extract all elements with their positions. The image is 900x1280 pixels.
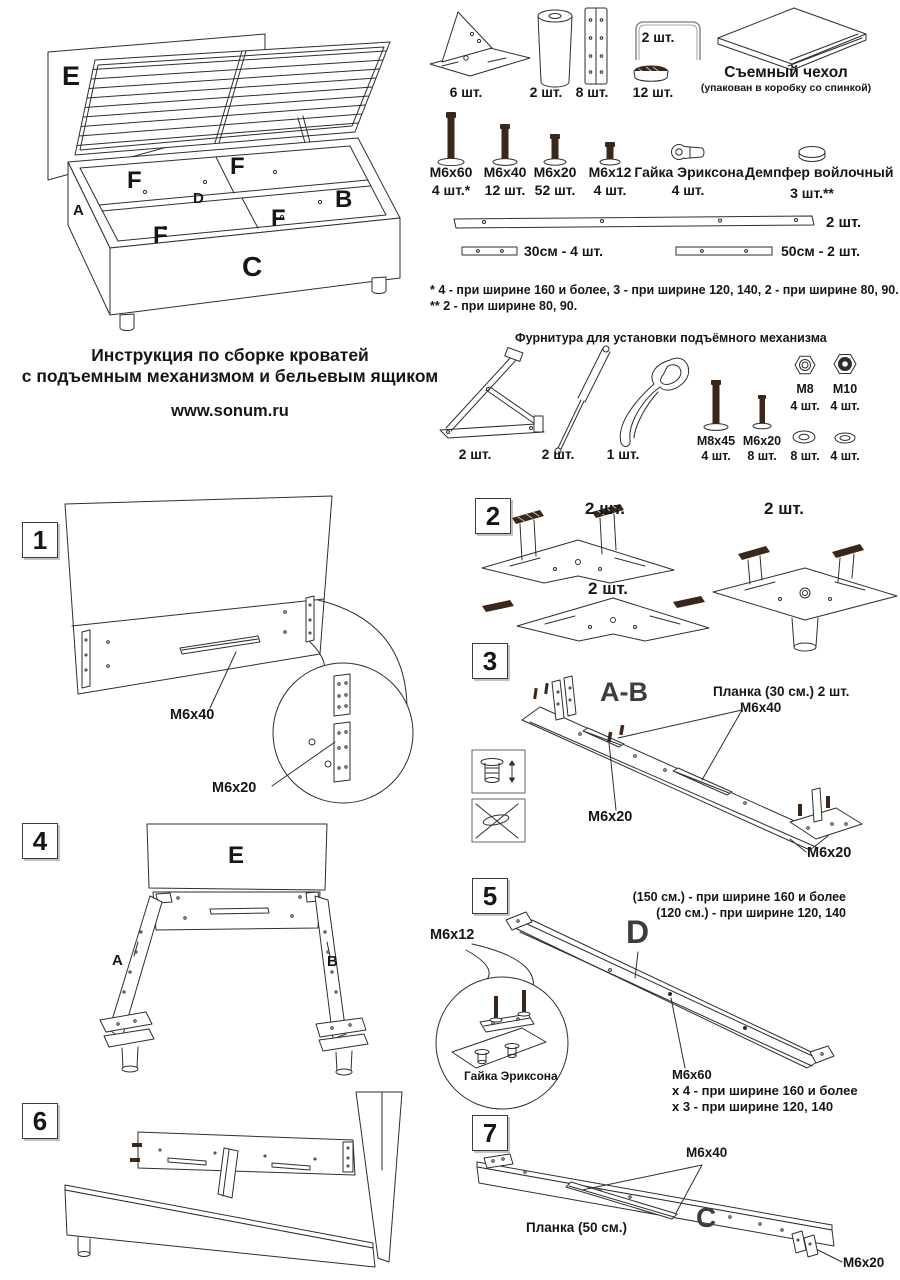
cover-title: Съемный чехол <box>724 64 848 81</box>
step-7-number: 7 <box>472 1115 508 1151</box>
overview-label-d: D <box>193 190 204 207</box>
screw-m6x20b-icon <box>750 393 774 433</box>
step-2-illustration <box>460 490 900 655</box>
step-5-width120-note: (120 см.) - при ширине 120, 140 <box>656 906 846 920</box>
pad-icon <box>630 60 672 86</box>
step-2-qty-left: 2 шт. <box>585 499 625 518</box>
step-2-number: 2 <box>475 498 511 534</box>
step-7-planka-label: Планка (50 см.) <box>526 1220 627 1235</box>
step-5-x4-note: х 4 - при ширине 160 и более <box>672 1083 858 1098</box>
step-5-width160-note: (150 см.) - при ширине 160 и более <box>632 890 846 904</box>
step-6 <box>10 1090 455 1280</box>
step-4-e-label: E <box>228 842 245 869</box>
overview-label-b: B <box>335 186 353 213</box>
step-5 <box>430 870 900 1125</box>
m6x20b-label: М6х20 <box>742 434 782 448</box>
step-3-planka-label: Планка (30 см.) 2 шт. <box>713 684 850 699</box>
gas-strut-icon <box>544 342 616 462</box>
step-7-illustration <box>430 1110 900 1280</box>
nut-m10-icon <box>830 352 860 378</box>
pad-qty: 12 шт. <box>632 84 674 100</box>
slat-30-label: 30см - 4 шт. <box>524 243 604 259</box>
step-6-number: 6 <box>22 1103 58 1139</box>
nut-m8-icon <box>792 354 818 378</box>
m8x45-label: М8х45 <box>696 434 736 448</box>
damper-icon <box>794 142 830 166</box>
step-5-number: 5 <box>472 878 508 914</box>
step-1 <box>10 490 455 825</box>
width-note-1: * 4 - при ширине 160 и более, 3 - при ширине 120, 140, 2 - при ширине 80, 90. <box>430 283 899 297</box>
step-4-b-label: B <box>327 953 338 970</box>
step-2-qty-mid: 2 шт. <box>588 579 628 598</box>
fastener-label-m6x60: М6х60 <box>429 164 473 180</box>
step-6-illustration <box>10 1090 455 1280</box>
title-block <box>20 340 440 430</box>
lift-mechanism-icon <box>436 346 554 444</box>
step-7 <box>430 1110 900 1280</box>
u-bracket-qty: 2 шт. <box>641 29 675 45</box>
lift-kit <box>430 330 900 480</box>
slat-50-icon <box>674 243 776 259</box>
width-note-2: ** 2 - при ширине 80, 90. <box>430 299 578 313</box>
strap-icon <box>608 352 690 454</box>
washer-m8-icon <box>790 428 818 446</box>
corner-bracket-icon <box>428 6 533 84</box>
overview-label-c: C <box>242 251 263 282</box>
overview-label-e: E <box>62 61 81 91</box>
step-1-m6x40-label: М6х40 <box>170 707 215 723</box>
overview-label-f1: F <box>127 167 142 194</box>
leg-icon <box>528 4 583 96</box>
step-4-a-label: A <box>112 952 123 969</box>
step-1-illustration <box>10 490 455 825</box>
fastener-label-erikson: Гайка Эриксона <box>634 164 744 180</box>
step-1-number: 1 <box>22 522 58 558</box>
screw-m6x40-icon <box>483 122 527 168</box>
slat-long-icon <box>452 214 818 232</box>
mech-qty: 2 шт. <box>458 446 492 462</box>
step-4 <box>10 810 455 1095</box>
step-3-m6x20-right-label: М6х20 <box>807 845 852 861</box>
doc-title-line2: с подъемным механизмом и бельевым ящиком <box>21 366 439 386</box>
step-3-m6x20-left-label: М6х20 <box>588 809 633 825</box>
step-5-erikson-label: Гайка Эриксона <box>464 1069 558 1083</box>
step-2-qty-right: 2 шт. <box>764 499 804 518</box>
step-3-m6x40-label: М6х40 <box>740 700 782 715</box>
lift-kit-title: Фурнитура для установки подъёмного механизма <box>515 331 827 345</box>
fastener-qty-m6x12: 4 шт. <box>593 182 627 198</box>
fastener-qty-damper: 3 шт.** <box>790 185 834 201</box>
slat-long-qty: 2 шт. <box>826 214 862 231</box>
step-5-m6x60-label: М6х60 <box>672 1067 712 1082</box>
step-5-x3-note: х 3 - при ширине 120, 140 <box>672 1099 834 1114</box>
step-3-ab-label: A-B <box>600 677 648 707</box>
step-2 <box>460 490 900 655</box>
washer8-qty: 8 шт. <box>790 449 820 463</box>
screw-m6x20-icon <box>533 132 577 168</box>
fastener-qty-m6x20: 52 шт. <box>534 182 576 198</box>
corner-bracket-qty: 6 шт. <box>449 84 483 100</box>
strap-qty: 1 шт. <box>606 446 640 462</box>
fastener-label-m6x20: М6х20 <box>533 164 577 180</box>
m10-qty: 4 шт. <box>830 399 860 413</box>
slat-50-label: 50см - 2 шт. <box>781 243 861 259</box>
slat-30-icon <box>460 243 520 259</box>
step-5-d-label: D <box>626 914 650 950</box>
mounting-plate-icon <box>576 6 616 88</box>
washer-m10-icon <box>832 430 858 446</box>
step-7-c-label: C <box>696 1202 717 1233</box>
overview-label-f3: F <box>153 222 168 249</box>
fastener-qty-m6x40: 12 шт. <box>484 182 526 198</box>
washer10-qty: 4 шт. <box>830 449 860 463</box>
m8-label: М8 <box>796 382 814 396</box>
screw-m6x60-icon <box>429 110 473 168</box>
fastener-qty-erikson: 4 шт. <box>671 182 705 198</box>
step-1-m6x20-label: М6х20 <box>212 780 257 796</box>
parts-list <box>0 0 900 330</box>
overview-label-a: A <box>73 202 84 219</box>
leg-qty: 2 шт. <box>529 84 563 100</box>
step-3 <box>460 640 900 885</box>
m8-qty: 4 шт. <box>790 399 820 413</box>
m8x45-qty: 4 шт. <box>701 449 731 463</box>
website-url: www.sonum.ru <box>171 402 289 420</box>
cover-note: (упакован в коробку со спинкой) <box>700 82 872 94</box>
step-5-m6x12-label: М6х12 <box>430 927 475 943</box>
plate-qty: 8 шт. <box>575 84 609 100</box>
fastener-qty-m6x60: 4 шт.* <box>431 182 471 198</box>
step-7-m6x40-label: М6х40 <box>686 1145 728 1160</box>
step-4-number: 4 <box>22 823 58 859</box>
m6x20b-qty: 8 шт. <box>747 449 777 463</box>
screw-m8x45-icon <box>702 378 730 434</box>
step-7-m6x20-label: М6х20 <box>843 1255 885 1270</box>
erikson-nut-icon <box>668 140 712 166</box>
doc-title-line1: Инструкция по сборке кроватей <box>91 345 369 365</box>
fastener-label-m6x12: М6х12 <box>588 164 632 180</box>
strut-qty: 2 шт. <box>541 446 575 462</box>
fastener-label-damper: Демпфер войлочный <box>745 164 894 180</box>
overview-label-f4: F <box>271 205 286 232</box>
step-3-number: 3 <box>472 643 508 679</box>
m10-label: М10 <box>832 382 858 396</box>
overview-label-f2: F <box>230 153 245 180</box>
fastener-label-m6x40: М6х40 <box>483 164 527 180</box>
